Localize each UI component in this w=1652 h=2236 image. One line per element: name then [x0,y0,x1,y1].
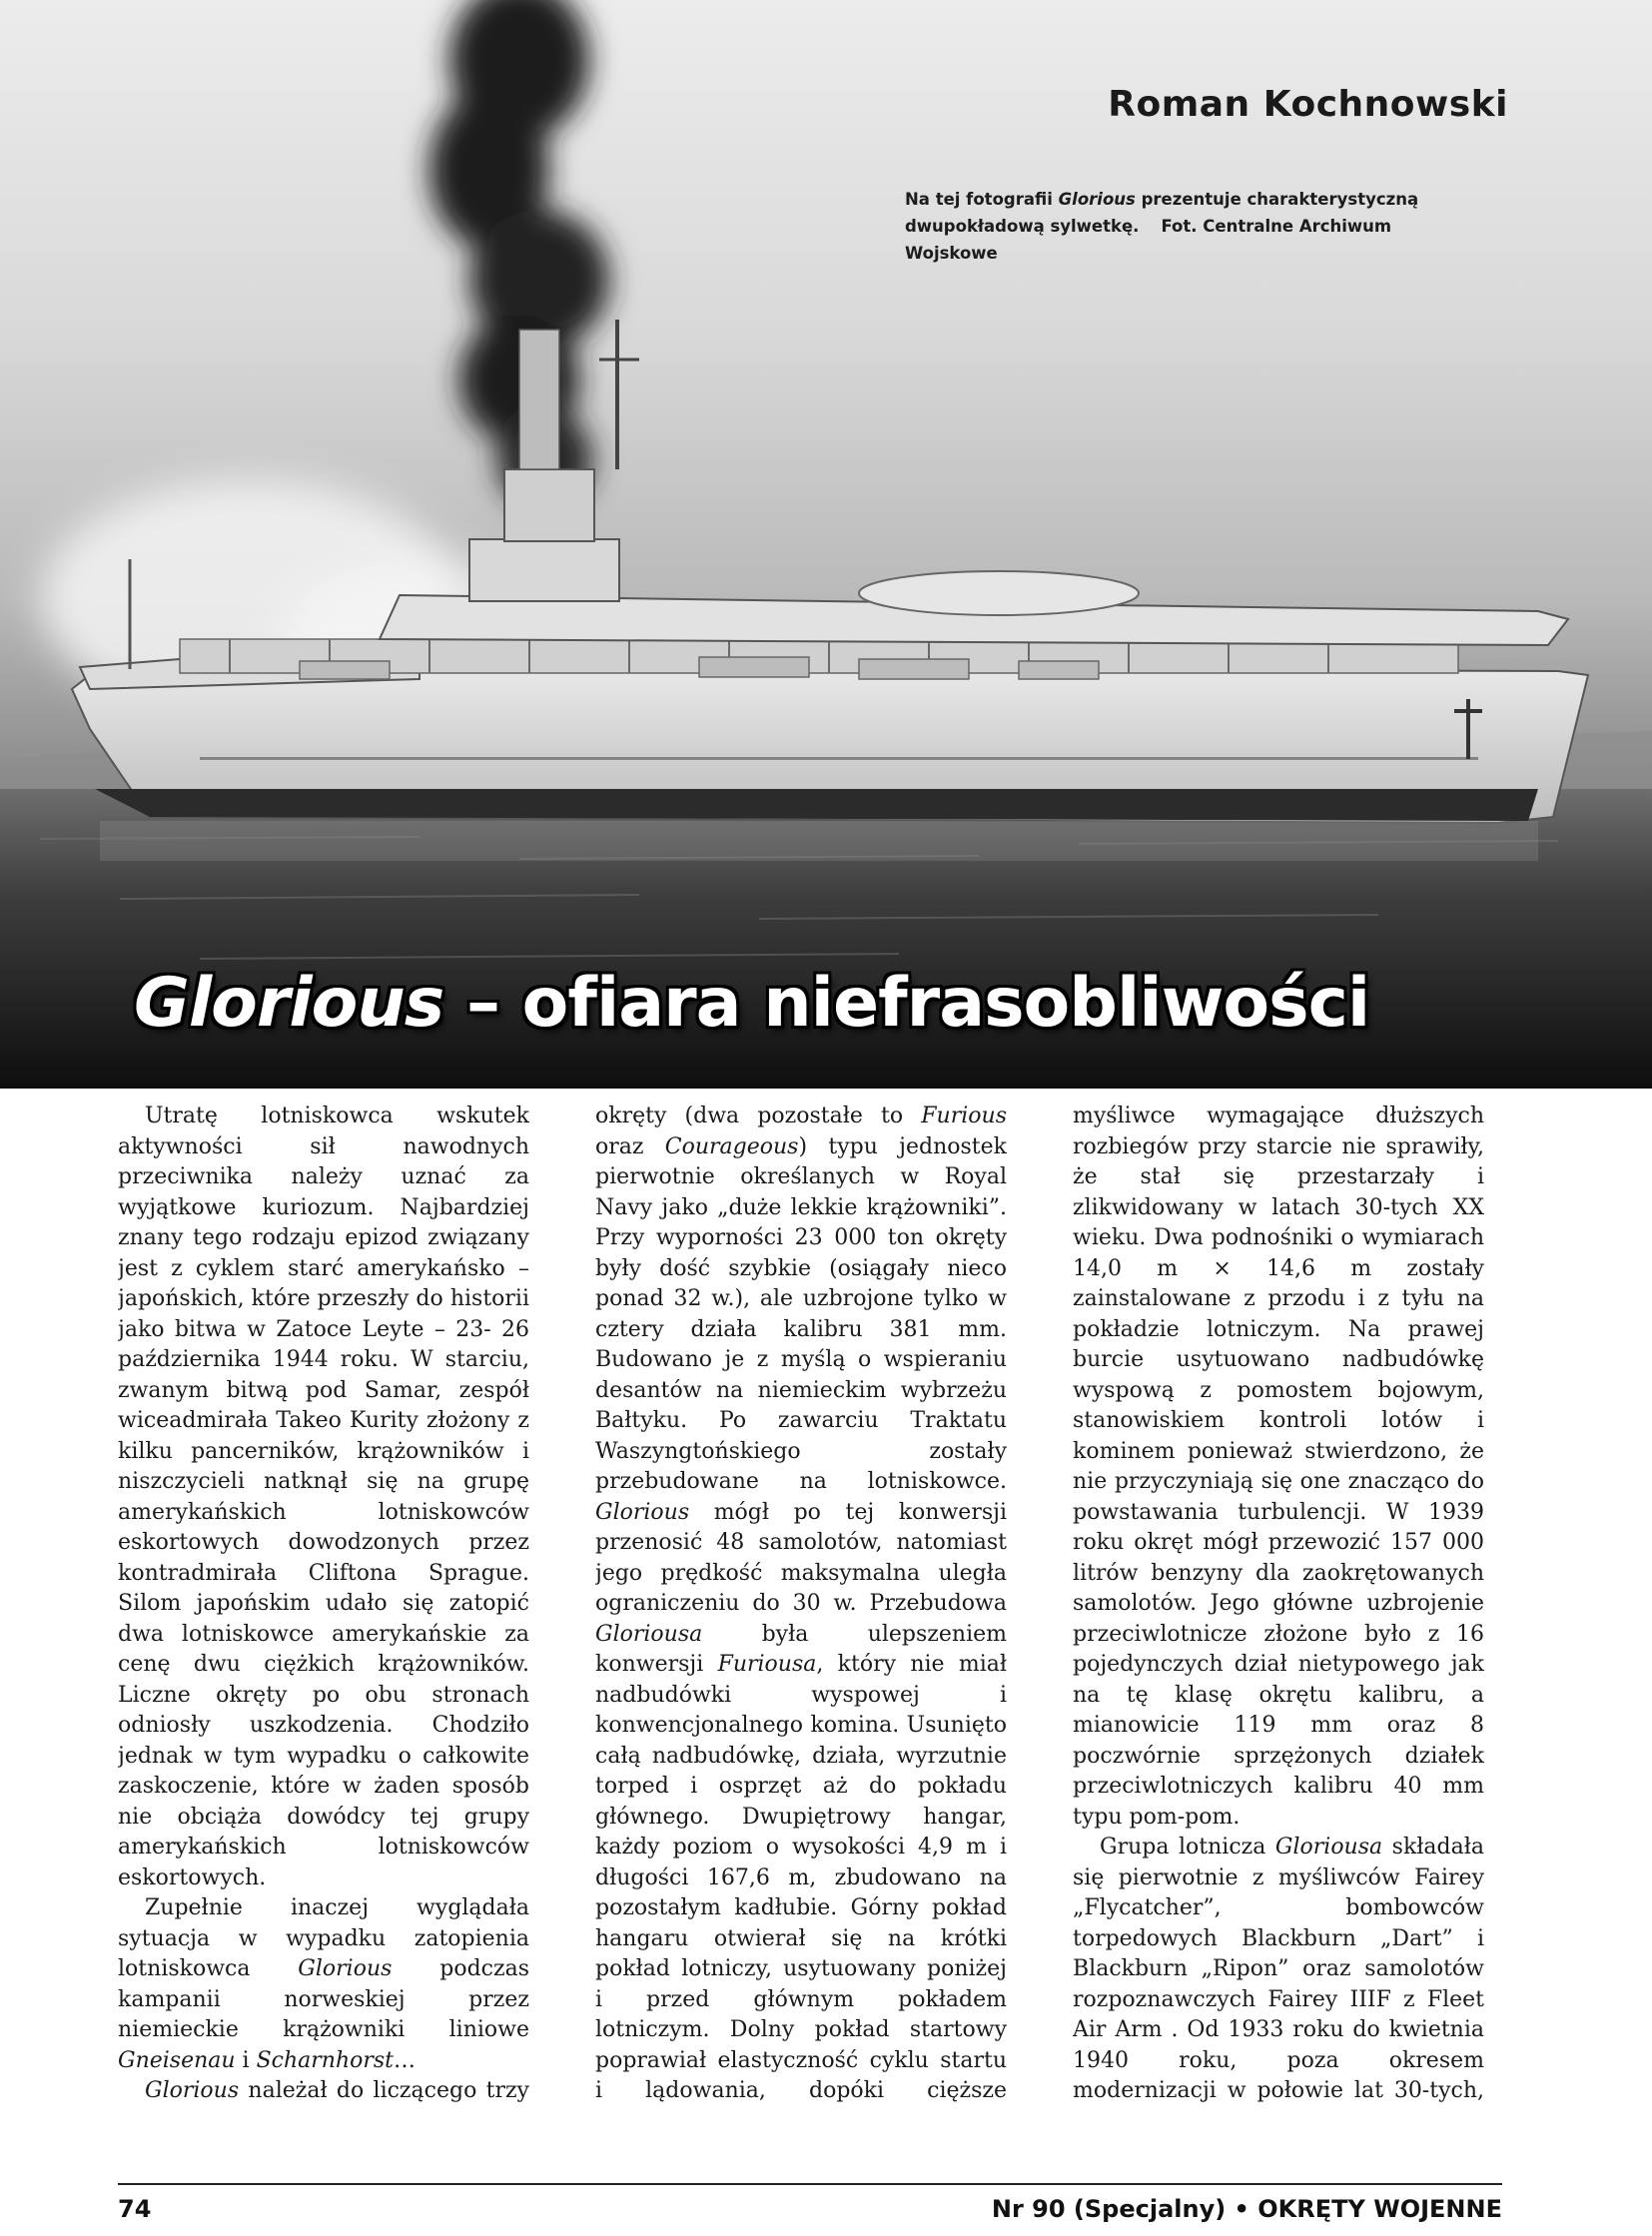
text-run: mógł po tej konwersji przenosić 48 samolotów, natomiast jego prędkość maksymalna uległa ograniczeniu do 30 w. Przebudowa [595,1499,1007,1616]
photo-caption [905,186,1482,267]
text-run: była ulepszeniem konwersji [595,1621,1007,1677]
text-column-3 [1073,1102,1484,2120]
caption-prefix: Na tej fotografii [905,190,1059,209]
author-name: Roman Kochnowski [1108,84,1508,125]
paragraph [1073,1102,1484,1833]
paragraph [118,1893,529,2076]
text-run: , który nie miał nadbudówki wyspowej i konwencjonalnego komina. Usunięto całą nadbudówkę, działa, wyrzutnie torped i osprzęt aż do pokładu głównego. Dwupiętrowy hangar, każdy poziom o wysokości 4,9 m i długości 167,6 m, zbudowano na pozostałym kadłubie. Górny pokład hangaru otwierał się na krótki pokład lotniczy, usytuowany poniżej i przed głównym pokładem lotniczym. Dolny pokład startowy poprawiał elastyczność cyklu startu i lądowania, dopóki cięższe [595,1652,1007,2103]
caption-text: prezentuje charakterystyczną dwupokładową sylwetkę. [905,190,1419,236]
italic-text: Furious [921,1104,1007,1128]
italic-text: Courageous [664,1133,799,1159]
italic-text: Gneisenau [118,2047,236,2073]
text-run: Utratę lotniskowca wskutek aktywności sił nawodnych przeciwnika należy uznać za wyjątkowe kuriozum. Najbardziej znany tego rodzaju epizod związany jest z cyklem starć amerykańsko – japońskich, które przeszły do historii jako bitwa w Zatoce Leyte – 23- 26 października 1944 roku. W starciu, zwanym bitwą pod Samar, zespół wiceadmirała Takeo Kurity złożony z kilku pancerników, krążowników i niszczycieli natknął się na grupę amerykańskich lotniskowców eskortowych dowodzonych przez kontradmirała Cliftona Sprague. Silom japońskim udało się zatopić dwa lotniskowce amerykańskie za cenę dwu ciężkich krążowników. Liczne okręty po obu stronach odniosły uszkodzenia. Chodziło jednak w tym wypadku o całkowite zaskoczenie, które w żaden sposób nie obciąża dowódcy tej grupy amerykańskich lotniskowców eskortowych. [118,1104,529,1890]
text-column-2 [595,1102,1007,2120]
italic-text: Glorious [298,1956,393,1981]
caption-credit: Fot. Centralne Archiwum Wojskowe [905,217,1392,263]
text-run: ) typu jednostek pierwotnie określanych w Royal Navy jako „duże lekkie krążowniki”. Przy wyporności 23 000 ton okręty były dość szybkie (osiągały nieco ponad 32 w.), ale uzbrojone tylko w cztery działa kalibru 381 mm. Budowano je z myślą o wspieraniu desantów na niemieckim wybrzeżu Bałtyku. Po zawarciu Traktatu Waszyngtońskiego zostały przebudowane na lotniskowce. [595,1133,1007,1494]
magazine-issue: Nr 90 (Specjalny) • OKRĘTY WOJENNE [991,2195,1502,2223]
funnel [504,469,594,541]
article-title-rest: – ofiara niefrasobliwości [443,964,1370,1043]
caption-ship-name: Glorious [1058,190,1136,209]
footer-rule [118,2183,1502,2185]
italic-text: Gloriousa [595,1621,703,1647]
italic-text: Glorious [145,2078,240,2103]
italic-text: Gloriousa [1274,1835,1383,1860]
paragraph [595,1102,1007,2107]
text-run: oraz [595,1133,665,1159]
page-number: 74 [118,2195,152,2223]
text-run: składała się pierwotnie z myśliwców Fairey „Flycatcher”, bombowców torpedowych Blackburn „Dart” i Blackburn „Ripon” oraz samolotów rozpoznawczych Fairey IIIF z Fleet Air Arm . Od 1933 roku do kwietnia 1940 roku, poza okresem modernizacji w połowie lat 30-tych, [1073,1835,1484,2103]
text-run: należał do liczącego trzy [239,2078,529,2103]
text-run: Grupa lotnicza [1100,1835,1275,1860]
italic-text: Glorious [595,1499,690,1525]
paragraph [118,1102,529,1893]
text-run: i [235,2047,257,2073]
hero-photo [0,0,1652,1089]
text-run: … [394,2047,416,2073]
text-run: podczas kampanii norweskiej przez niemieckie krążowniki liniowe [118,1956,529,2042]
paragraph [118,2076,529,2107]
article-title-ship: Glorious [134,964,444,1043]
text-column-1 [118,1102,529,2120]
ship-photo [0,0,1652,1089]
article-title [134,964,1369,1043]
italic-text: Scharnhorst [256,2047,395,2073]
italic-text: Furiousa [717,1652,817,1677]
text-run: okręty (dwa pozostałe to [595,1104,922,1128]
text-run: myśliwce wymagające dłuższych rozbiegów przy starcie nie sprawiły, że stał się przestarzały i zlikwidowany w latach 30-tych XX wieku. Dwa podnośniki o wymiarach 14,0 m × 14,6 m zostały zainstalowane z przodu i z tyłu na pokładzie lotniczym. Na prawej burcie usytuowano nadbudówkę wyspową z pomostem bojowym, stanowiskiem kontroli lotów i kominem ponieważ stwierdzono, że nie przyczyniają się one znacząco do powstawania turbulencji. W 1939 roku okręt mógł przewozić 157 000 litrów benzyny dla zaokrętowanych samolotów. Jego główne uzbrojenie przeciwlotnicze złożone było z 16 pojedynczych dział nietypowego jak na tę klasę okrętu kalibru, a mianowicie 119 mm oraz 8 poczwórnie sprzężonych działek przeciwlotniczych kalibru 40 mm typu pom-pom. [1073,1104,1484,1830]
text-run: Zupełnie inaczej wyglądała sytuacja w wypadku zatopienia lotniskowca [118,1895,529,1981]
paragraph [1073,1833,1484,2107]
